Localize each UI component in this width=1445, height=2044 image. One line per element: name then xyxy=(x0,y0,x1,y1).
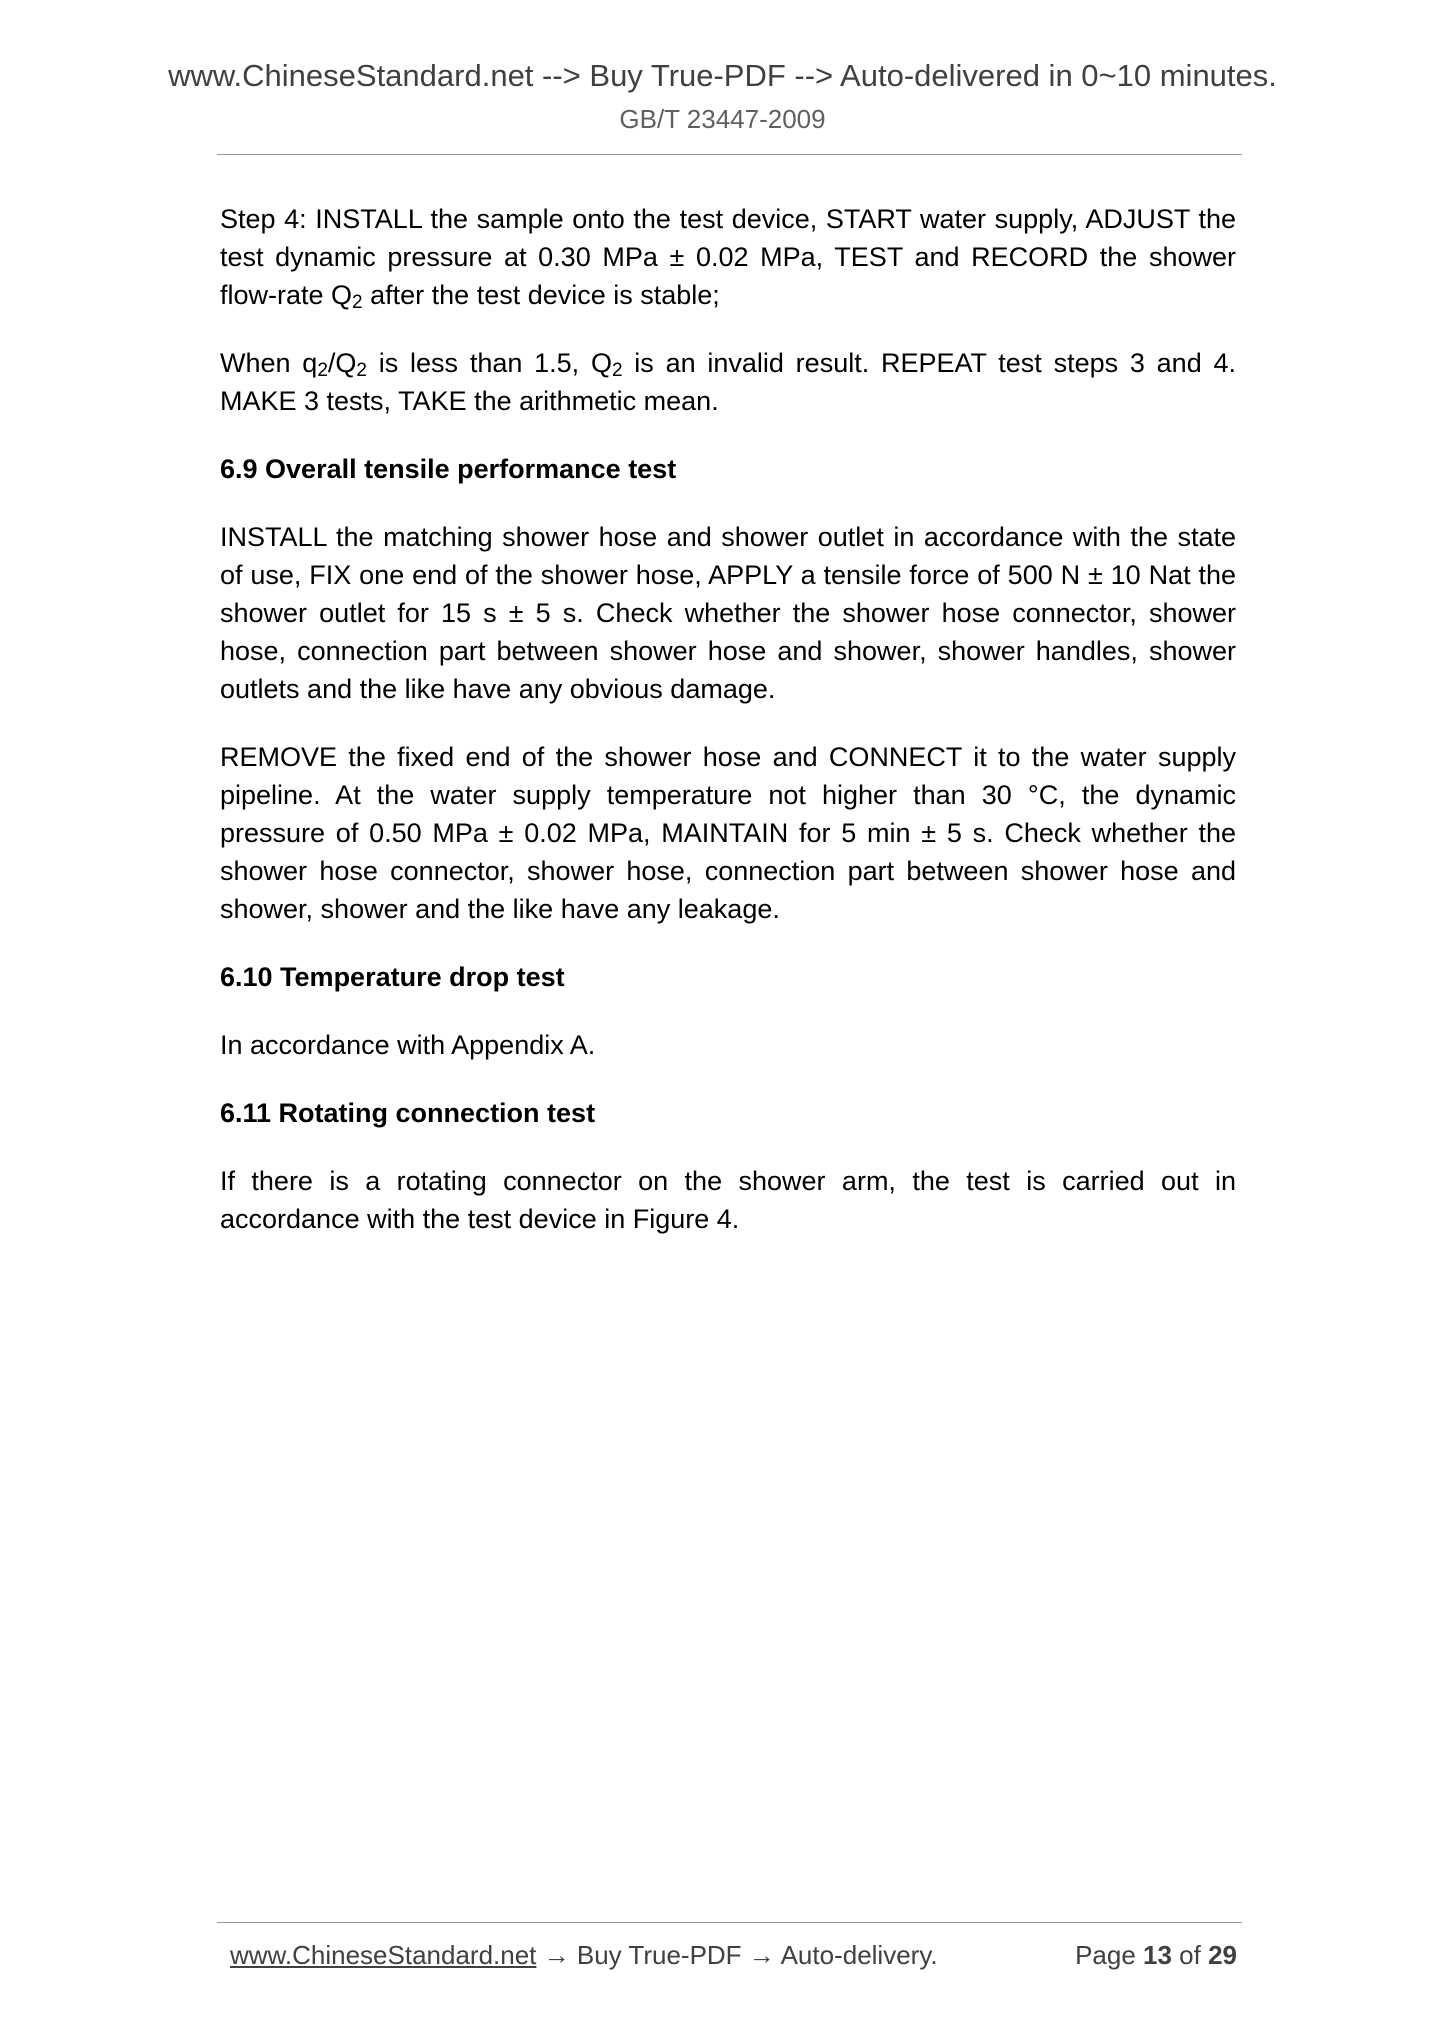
footer-site-link[interactable]: www.ChineseStandard.net xyxy=(230,1940,537,1970)
ratio-note-paragraph xyxy=(220,344,1236,420)
footer-promo xyxy=(230,1940,938,1971)
step-4-text: Step 4: INSTALL the sample onto the test device, START water supply, ADJUST the test dynamic pressure at 0.30 MPa ± 0.02 MPa, TEST and RECORD the shower flow-rate Q xyxy=(220,204,1236,310)
ratio-text: When q xyxy=(220,348,318,378)
ratio-text: is an invalid result. REPEAT test steps 3 and 4. MAKE 3 tests, TAKE the arithmetic mean. xyxy=(220,348,1236,416)
total-pages: 29 xyxy=(1208,1940,1237,1970)
section-6-10-paragraph: In accordance with Appendix A. xyxy=(220,1030,596,1060)
section-6-9-paragraph-1: INSTALL the matching shower hose and shower outlet in accordance with the state of use, FIX one end of the shower hose, APPLY a tensile force of 500 N ± 10 Nat the shower outlet for 15 s ± 5 s. Check whether the shower hose connector, shower hose, connection part between shower hose and shower, shower handles, shower outlets and the like have any obvious damage. xyxy=(220,522,1236,704)
page-footer xyxy=(230,1940,1237,1980)
section-6-9-heading: 6.9 Overall tensile performance test xyxy=(220,454,677,484)
page-number xyxy=(1075,1940,1237,1971)
footer-delivery-text: Auto-delivery. xyxy=(780,1940,938,1970)
page-content xyxy=(220,200,1236,1268)
section-6-9-paragraph-2: REMOVE the fixed end of the shower hose and CONNECT it to the water supply pipeline. At the water supply temperature not higher than 30 °C, the dynamic pressure of 0.50 MPa ± 0.02 MPa, MAINTAIN for 5 min ± 5 s. Check whether the shower hose connector, shower hose, connection part between shower hose and shower, shower and the like have any leakage. xyxy=(220,742,1236,924)
page-label: Page xyxy=(1075,1940,1144,1970)
section-6-10-heading: 6.10 Temperature drop test xyxy=(220,962,565,992)
section-6-11-heading: 6.11 Rotating connection test xyxy=(220,1098,596,1128)
step-4-text-end: after the test device is stable; xyxy=(362,280,720,310)
ratio-text: /Q xyxy=(327,348,357,378)
step-4-paragraph xyxy=(220,200,1236,314)
footer-buy-text: Buy True-PDF xyxy=(576,1940,742,1970)
of-label: of xyxy=(1171,1940,1209,1970)
header-banner: www.ChineseStandard.net --> Buy True-PDF --> Auto-delivered in 0~10 minutes. xyxy=(168,58,1277,93)
footer-divider xyxy=(217,1922,1242,1923)
section-6-11-paragraph: If there is a rotating connector on the shower arm, the test is carried out in accordance with the test device in Figure 4. xyxy=(220,1166,1236,1234)
subscript: 2 xyxy=(356,360,367,381)
header-divider xyxy=(217,154,1242,155)
arrow-right-icon: → xyxy=(536,1940,577,1970)
subscript: 2 xyxy=(317,360,328,381)
subscript: 2 xyxy=(352,292,363,313)
arrow-right-icon: → xyxy=(741,1940,781,1970)
subscript: 2 xyxy=(611,360,623,381)
current-page: 13 xyxy=(1143,1940,1172,1970)
ratio-text: is less than 1.5, Q xyxy=(367,348,612,378)
document-code: GB/T 23447-2009 xyxy=(619,104,826,134)
